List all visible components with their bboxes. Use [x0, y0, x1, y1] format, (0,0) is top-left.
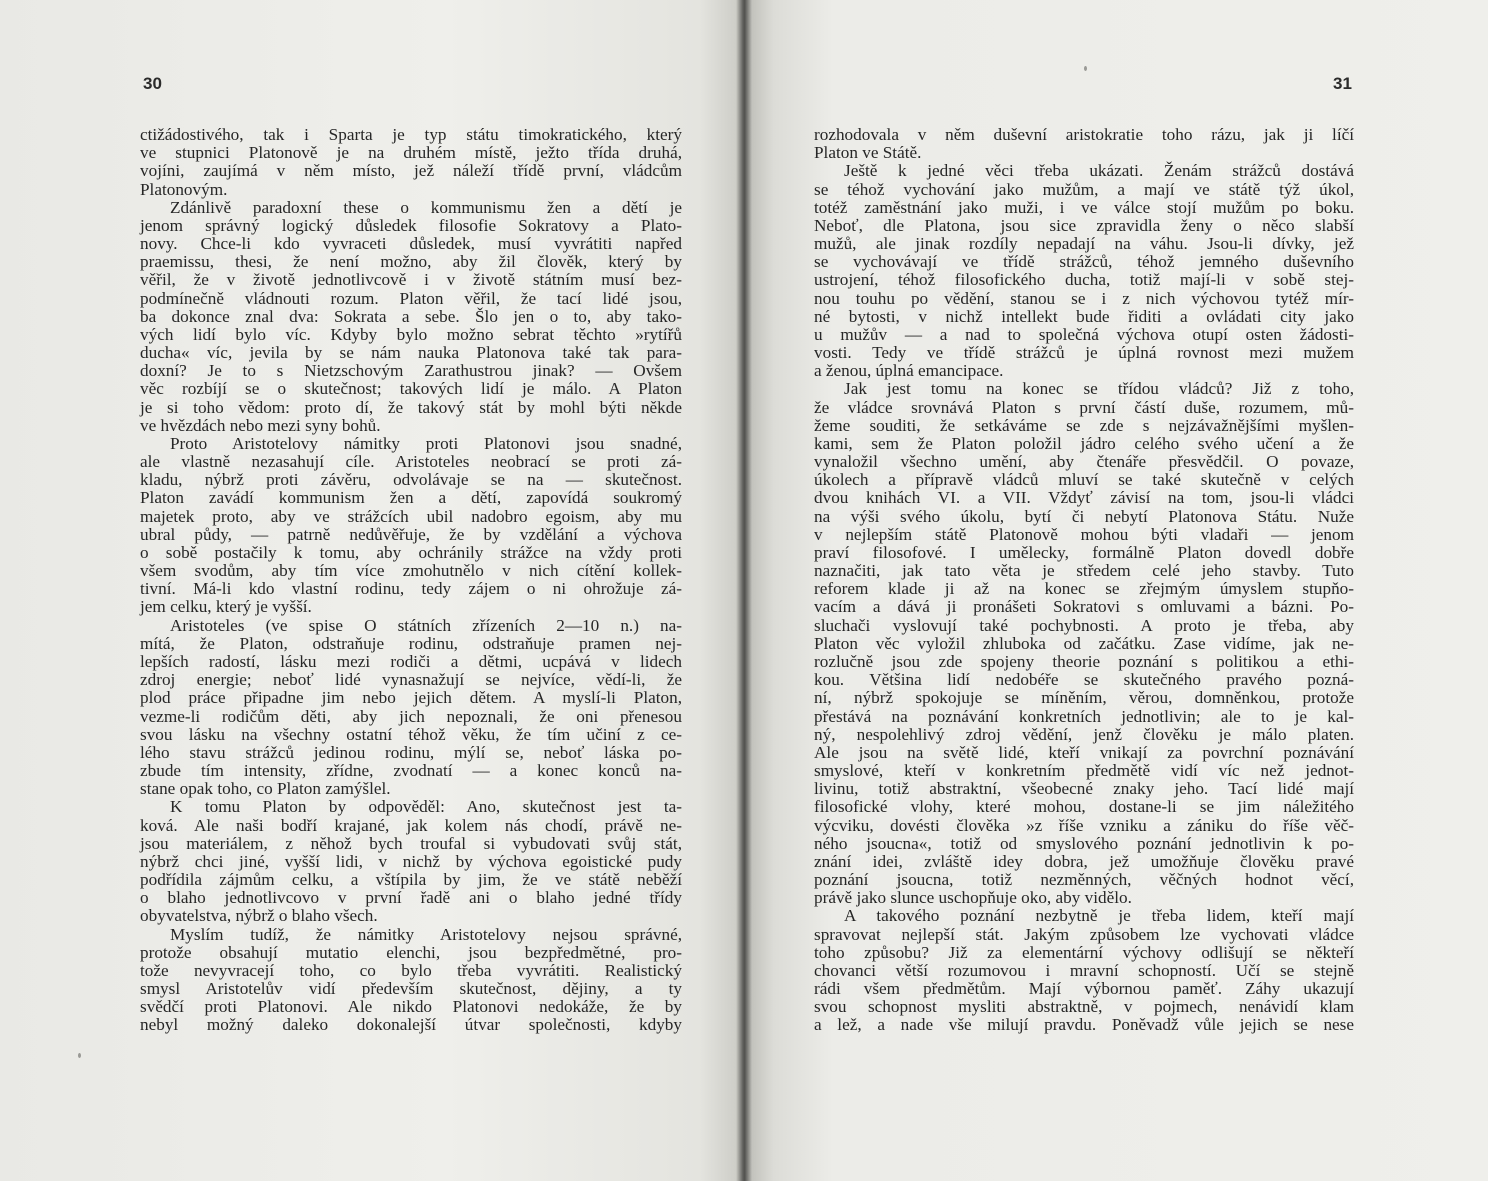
text-line: svou lásku na všechny ostatní téhož věku, že tím učiní z ce-: [140, 724, 682, 744]
text-line: zbude tím intensity, zřídne, zvodnatí — a konec konců na-: [140, 761, 682, 781]
text-line: ková. Ale naši bodří krajané, jak kolem nás chodí, právě ne-: [140, 815, 682, 835]
text-line: doxní? Je to s Nietzschovým Zarathustrou jinak? — Ovšem: [140, 361, 682, 381]
text-line: svědčí proti Platonovi. Ale nikdo Platonovi nedokáže, že by: [140, 997, 682, 1017]
text-line: ale vlastně nezasahují cíle. Aristoteles neobrací se proti zá-: [140, 452, 682, 472]
text-line: ustrojení, téhož filosofického ducha, totiž mají-li v sobě stej-: [814, 270, 1354, 290]
text-line: Myslím tudíž, že námitky Aristotelovy nejsou správné,: [170, 924, 682, 944]
text-line: novy. Chce-li kdo vyvraceti důsledek, musí vyvrátiti napřed: [140, 234, 682, 254]
text-line: plod práce připadne jim nebo jejich dětem. A myslí-li Platon,: [140, 688, 682, 708]
text-line: právě jako slunce uschopňuje oko, aby vidělo.: [814, 888, 1132, 908]
text-line: jem celku, který je vyšší.: [140, 597, 312, 617]
text-line: úkolech a přípravě vládců mluví se také skutečně v celých: [814, 470, 1354, 490]
text-line: svou schopnost mysliti abstraktně, v pojmech, nenávidí klam: [814, 997, 1354, 1017]
text-line: sluchači vyslovují také pochybnosti. A proto je třeba, aby: [814, 615, 1354, 635]
text-line: majetek proto, aby ve strážcích ubil nadobro egoism, aby mu: [140, 506, 682, 526]
text-line: ného jsoucna«, totiž od smyslového poznání jednotlivin k po-: [814, 833, 1354, 853]
text-line: vojíni, zaujímá v něm místo, jež náleží třídě první, vládcům: [140, 161, 682, 181]
text-line: né bytosti, v nichž intellekt bude řiditi a ovládati city jako: [814, 306, 1354, 326]
text-line: Jak jest tomu na konec se třídou vládců? Již z toho,: [844, 379, 1354, 399]
text-line: rozlučně jsou zde spojeny theorie poznání s politikou a ethi-: [814, 651, 1354, 671]
text-line: ctižádostivého, tak i Sparta je typ státu timokratického, který: [140, 125, 682, 144]
text-line: lepších radostí, lásku mezi rodiči a dětmi, ucpává v lidech: [140, 651, 682, 671]
text-line: že vládce srovnává Platon s první částí duše, rozumem, mů-: [814, 397, 1354, 417]
text-line: reforem klade ji až na konec se zřejmým úmyslem stupňo-: [814, 579, 1354, 599]
text-line: dvou knihách VI. a VII. Vždyť závisí na tom, jsou-li vládci: [814, 488, 1354, 508]
text-line: vosti. Tedy ve třídě strážců je úplná rovnost mezi mužem: [814, 343, 1354, 363]
text-line: stane opak toho, co Platon zamýšlel.: [140, 779, 391, 799]
page-number: 31: [1333, 74, 1352, 93]
text-line: věřil, že v životě jednotlivcově i v životě státním musí bez-: [140, 270, 682, 290]
text-line: Neboť, dle Platona, jsou sice zpravidla ženy o něco slabší: [814, 215, 1354, 235]
text-line: tivní. Má-li kdo vlastní rodinu, tedy zájem o ni ohrožuje zá-: [140, 579, 682, 599]
text-line: Ale jsou na světě lidé, kteří vnikají za povrchní poznávání: [814, 742, 1354, 762]
text-line: ubral půdy, — patrně nedůvěřuje, že by vzdělání a výchova: [140, 524, 682, 544]
text-line: filosofické vlohy, které mohou, dostane-li se jim náležitého: [814, 797, 1354, 817]
text-line: se téhož vychování jako mužům, a mají ve státě týž úkol,: [814, 179, 1354, 199]
text-line: Platon zavádí kommunism žen a dětí, zapovídá soukromý: [140, 488, 682, 508]
text-line: rozhodovala v něm duševní aristokratie toho rázu, jak ji líčí: [814, 125, 1354, 144]
text-line: podmínečně vládnouti rozum. Platon věřil, že tací lidé jsou,: [140, 288, 682, 308]
text-line: smyslové, kteří v konkretním předmětě vidí víc než jednot-: [814, 761, 1354, 781]
page-text: [814, 126, 1354, 1035]
text-line: totéž zaměstnání jako muži, i ve válce stojí mužům po boku.: [814, 197, 1354, 217]
text-line: ní, nýbrž spokojuje se míněním, věrou, domněnkou, protože: [814, 688, 1354, 708]
text-line: toho způsobu? Již za elementární výchovy odlišují se někteří: [814, 942, 1354, 962]
text-line: ve stupnici Platonově je na druhém místě, ježto třída druhá,: [140, 143, 682, 163]
text-line: vacím a dává ji pronášeti Sokratovi s omluvami a báznі. Po-: [814, 597, 1354, 617]
text-line: livinu, totiž abstraktní, všeobecné znaky jeho. Tací lidé mají: [814, 779, 1354, 799]
text-line: chovanci větší rozumovou i mravní schopností. Učí se stejně: [814, 960, 1354, 980]
text-line: mužů, ale jinak rozdíly nepadají na váhu. Jsou-li dívky, jež: [814, 234, 1354, 254]
paper-speck: [78, 1053, 81, 1058]
text-line: Aristoteles (ve spise O státních zřízeních 2—10 n.) na-: [170, 615, 682, 635]
text-line: podřídila zájmům celku, a vštípila by jim, že ve státě neběží: [140, 870, 682, 890]
text-line: lého stavu strážců jedinou rodinu, mýlí se, neboť láska po-: [140, 742, 682, 762]
text-line: obyvatelstva, nýbrž o blaho všech.: [140, 906, 378, 926]
right-page: [744, 0, 1488, 1181]
text-line: nýbrž chci jiné, vyšší lidi, v nichž by výchova egoistické pudy: [140, 851, 682, 871]
text-line: o blaho jednotlivcovo v první řadě ani o blaho jedné třídy: [140, 888, 682, 908]
text-line: K tomu Platon by odpověděl: Ano, skutečnost jest ta-: [170, 797, 682, 817]
text-line: se vychovávají ve třídě strážců, téhož jemného duševního: [814, 252, 1354, 272]
text-line: poznání jsoucna, totiž nezměnných, věčných hodnot věcí,: [814, 870, 1354, 890]
page-text: [140, 126, 682, 1035]
text-line: ba dokonce znal dva: Sokrata a sebe. Šlo jen o to, aby tako-: [140, 306, 682, 326]
text-line: vezme-li rodičům děti, aby jich nepoznali, že oni přenesou: [140, 706, 682, 726]
text-line: na výši svého úkolu, bytí či nebytí Platonova Státu. Nuže: [814, 506, 1354, 526]
text-line: ný, nespolehlivý zdroj vědění, jenž člověku je málo platen.: [814, 724, 1354, 744]
text-line: jsou materiálem, z něhož bych troufal si vybudovati svůj stát,: [140, 833, 682, 853]
text-line: rádi všem předmětům. Mají výbornou paměť. Záhy ukazují: [814, 979, 1354, 999]
text-line: Platon věc vyložil zhluboka od začátku. Zase vidíme, jak ne-: [814, 633, 1354, 653]
text-line: vynaložil všechno umění, aby čtenáře přesvědčil. O povaze,: [814, 452, 1354, 472]
text-line: kami, sem že Platon položil jádro celého svého učení a že: [814, 433, 1354, 453]
text-line: a ženou, úplná emancipace.: [814, 361, 1004, 381]
text-line: A takového poznání nezbytně je třeba lidem, kteří mají: [844, 906, 1354, 926]
text-line: znání idei, zvláště idey dobra, jež umožňuje člověku pravé: [814, 851, 1354, 871]
text-line: a lež, a nade vše milují pravdu. Poněvadž vůle jejich se nese: [814, 1015, 1354, 1035]
text-line: Zdánlivě paradoxní these o kommunismu žen a dětí je: [170, 197, 682, 217]
text-line: všem svodům, aby tím více zmohutnělo v nich cítění kollek-: [140, 561, 682, 581]
page-number: 30: [143, 74, 162, 93]
text-line: kladu, nýbrž proti závěru, odvolávaje se na — skutečnost.: [140, 470, 682, 490]
text-line: nou touhu po vědění, stanou se i z nich výchovou tytéž mír-: [814, 288, 1354, 308]
text-line: Platonovým.: [140, 179, 228, 199]
text-line: o sobě postačily k tomu, aby ochránily strážce na vždy proti: [140, 542, 682, 562]
text-line: zdroj energie; neboť lidé vynasnažují se nejvíce, vědí-li, že: [140, 670, 682, 690]
text-line: žeme souditi, že setkáváme se zde s nejzávažnějšími myšlen-: [814, 415, 1354, 435]
text-line: protože obsahují mutatio elenchi, jsou bezpředmětné, pro-: [140, 942, 682, 962]
text-line: tože nevyvracejí toho, co bylo třeba vyvrátiti. Realistický: [140, 960, 682, 980]
text-line: přestává na poznávání konkretních jednotlivin; ale to je kal-: [814, 706, 1354, 726]
text-line: mítá, že Platon, odstraňuje rodinu, odstraňuje pramen nej-: [140, 633, 682, 653]
text-line: Proto Aristotelovy námitky proti Platonovi jsou snadné,: [170, 433, 682, 453]
text-line: jenom správný logický důsledek filosofie Sokratovy a Plato-: [140, 215, 682, 235]
text-line: naznačiti, jak tato věta je středem celé jeho stavby. Tuto: [814, 561, 1354, 581]
text-line: Platon ve Státě.: [814, 143, 922, 163]
text-line: praemissu, thesi, že není možno, aby žil člověk, který by: [140, 252, 682, 272]
book-gutter: [736, 0, 752, 1181]
text-line: vých lidí bylo víc. Kdyby bylo možno sebrat těchto »rytířů: [140, 324, 682, 344]
text-line: praví filosofové. I umělecky, formálně Platon dovedl dobře: [814, 542, 1354, 562]
text-line: ducha« víc, jevila by se nám nauka Platonova také tak para-: [140, 343, 682, 363]
text-line: nebyl možný daleko dokonalejší útvar společnosti, kdyby: [140, 1015, 682, 1035]
text-line: ve hvězdách nebo mezi syny bohů.: [140, 415, 381, 435]
text-line: spravovat nejlepší stát. Jakým způsobem lze vychovati vládce: [814, 924, 1354, 944]
text-line: Ještě k jedné věci třeba ukázati. Ženám strážců dostává: [844, 161, 1354, 181]
paper-speck: [1084, 66, 1087, 71]
text-line: kou. Většina lidí nedobéře se skutečného pravého pozná-: [814, 670, 1354, 690]
text-line: v nejlepším státě Platonově mohou býti vladaři — jenom: [814, 524, 1354, 544]
text-line: u mužův — a nad to společná výchova otupí osten žádosti-: [814, 324, 1354, 344]
text-line: je si toho vědom: proto dí, že takový stát by mohl býti někde: [140, 397, 682, 417]
text-line: výcviku, dovésti člověka »z říše vzniku a zániku do říše věč-: [814, 815, 1354, 835]
text-line: věc rozbíjí se o skutečnost; takových lidí je málo. A Platon: [140, 379, 682, 399]
text-line: smysl Aristotelův vidí především skutečnost, dějiny, a ty: [140, 979, 682, 999]
